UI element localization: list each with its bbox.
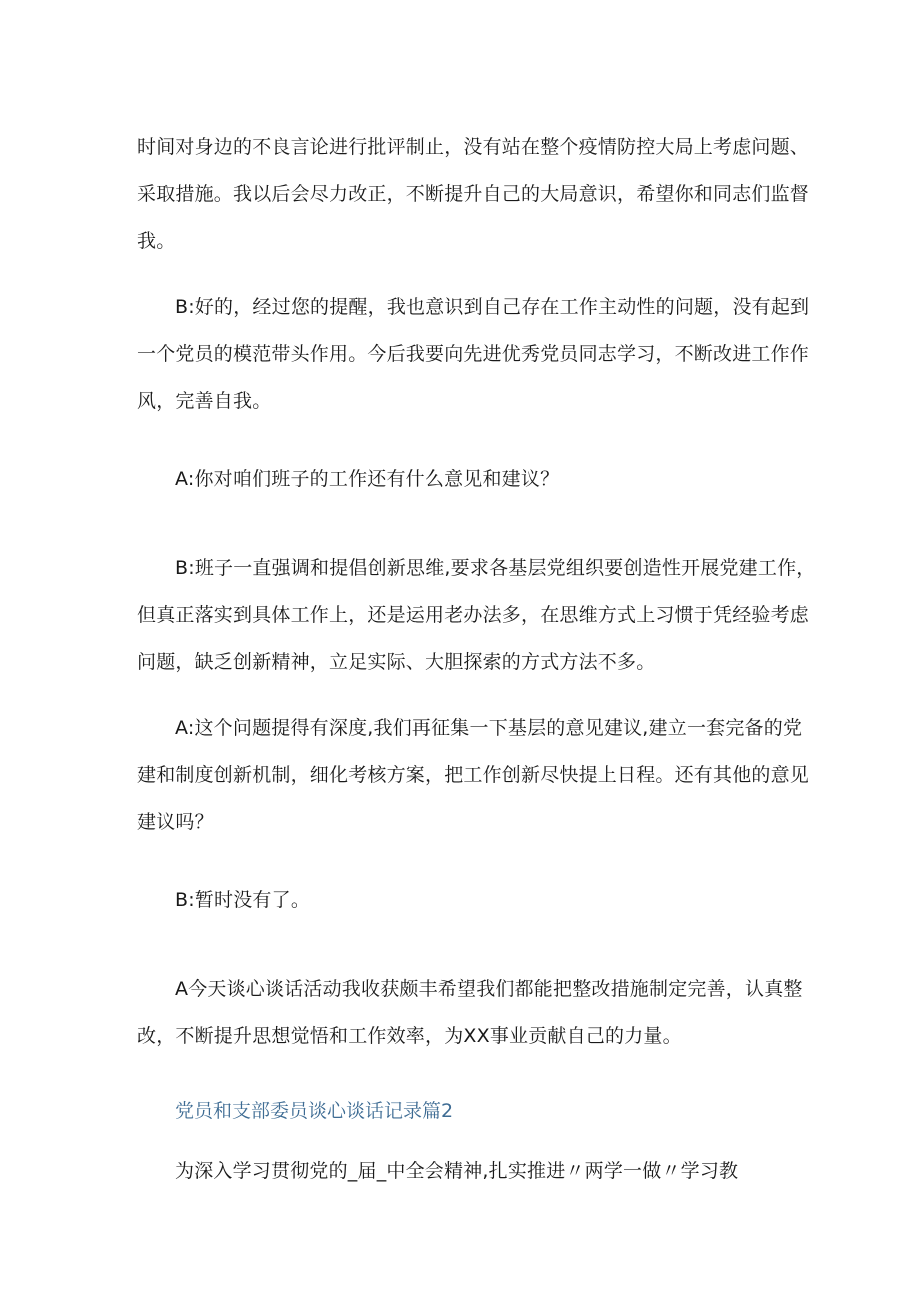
text-line: A:这个问题提得有深度,我们再征集一下基层的意见建议,建立一套完备的党 [175,717,803,739]
text-line: 风，完善自我。 [137,390,272,412]
paragraph-1 [137,124,810,265]
text-line: 改，不断提升思想觉悟和工作效率，为XX事业贡献自己的力量。 [137,1025,682,1047]
paragraph-2 [137,284,810,425]
text-line: 时间对身边的不良言论进行批评制止，没有站在整个疫情防控大局上考虑问题、 [137,136,810,158]
text-line: B:班子一直强调和提倡创新思维,要求各基层党组织要创造性开展党建工作， [175,557,816,579]
text-line: A:你对咱们班子的工作还有什么意见和建议？ [175,468,560,490]
text-line: 建和制度创新机制，细化考核方案，把工作创新尽快提上日程。还有其他的意见 [137,764,810,786]
paragraph-3 [137,456,787,503]
text-line: 我。 [137,230,176,252]
text-line: 建议吗？ [137,811,214,833]
text-line: B:暂时没有了。 [175,889,311,911]
text-line: 为深入学习贯彻党的_届_中全会精神,扎实推进〃两学一做〃学习教 [175,1160,739,1182]
paragraph-7 [137,966,803,1060]
text-line: 一个党员的模范带头作用。今后我要向先进优秀党员同志学习，不断改进工作作 [137,343,810,365]
paragraph-6 [137,877,787,924]
text-line: 采取措施。我以后会尽力改正，不断提升自己的大局意识，希望你和同志们监督 [137,183,810,205]
paragraph-5 [137,705,810,846]
text-line: 但真正落实到具体工作上，还是运用老办法多，在思维方式上习惯于凭经验考虑 [137,604,810,626]
section-heading: 党员和支部委员谈心谈话记录篇2 [175,1100,454,1122]
text-line: 问题，缺乏创新精神，立足实际、大胆探索的方式方法不多。 [137,651,656,673]
text-line: B:好的，经过您的提醒，我也意识到自己存在工作主动性的问题，没有起到 [175,296,810,318]
text-line: A今天谈心谈话活动我收获颇丰希望我们都能把整改措施制定完善，认真整 [175,978,803,1000]
paragraph-4 [137,545,816,686]
paragraph-8 [137,1148,787,1195]
